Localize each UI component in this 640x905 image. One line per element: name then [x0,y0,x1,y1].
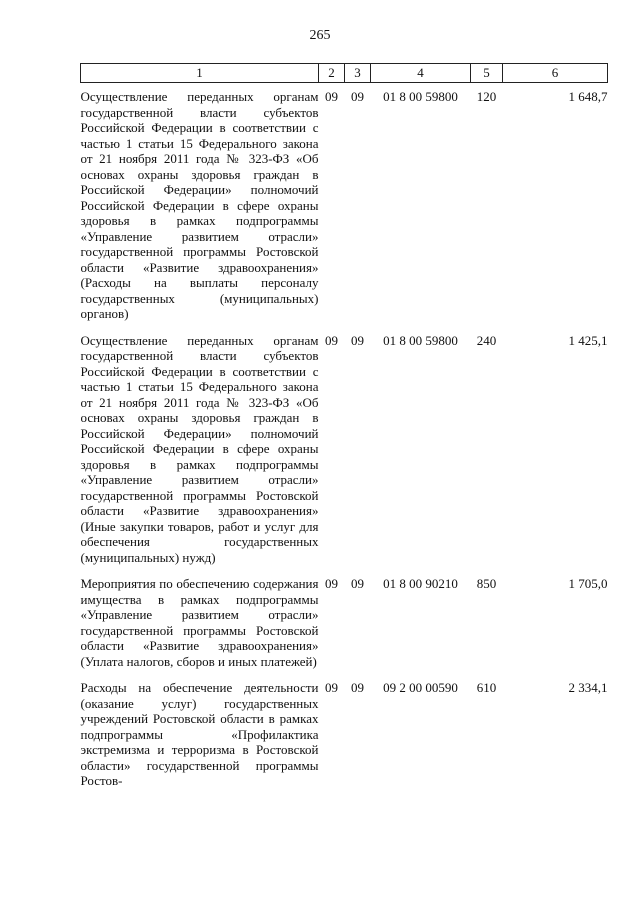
row-subsection: 09 [351,332,364,348]
row-section: 09 [325,576,338,591]
row-amount: 1 425,1 [568,332,608,348]
table-row [81,674,608,789]
row-expense-type: 120 [476,89,497,104]
row-amount: 2 334,1 [568,680,608,695]
row-name: Осуществление переданных органам государственной власти субъектов Российской Федерации в соответствии с частью 1 статьи 15 Федерального закона от 21 ноября 2011 года № 323-ФЗ «Об основах охраны здоровья граждан в Российской Федерации» полномочий Российской Федерации в сфере охраны здоровья в рамках подпрограммы «Управление развитием отрасли» государственной программы Ростовской области «Развитие здравоохранения» (Иные закупки товаров, работ и услуг для обеспечения государственных (муниципальных) нужд) [80,332,319,565]
table-row [81,570,608,674]
row-subsection: 09 [351,680,364,695]
row-expense-type: 610 [476,680,497,695]
budget-table [80,63,608,789]
header-col-3: 3 [345,64,371,83]
row-subsection: 09 [351,576,364,591]
header-col-1: 1 [81,64,319,83]
row-target-item: 01 8 00 59800 [383,332,458,348]
table-row [81,327,608,571]
row-section: 09 [325,680,338,695]
table-header [81,64,608,83]
row-section: 09 [325,89,338,104]
table-row [81,83,608,327]
row-name: Мероприятия по обеспечению содержания имущества в рамках подпрограммы «Управление развитием отрасли» государственной программы Ростовской области «Развитие здравоохранения» (Уплата налогов, сборов и иных платежей) [80,576,319,669]
row-expense-type: 240 [476,332,497,348]
row-section: 09 [325,332,338,348]
row-amount: 1 705,0 [568,576,608,591]
row-name: Расходы на обеспечение деятельности (оказание услуг) государственных учреждений Ростовской области в рамках подпрограммы «Профилактика экстремизма и терроризма в Ростовской области» государственной программы Ростов- [80,680,319,788]
row-subsection: 09 [351,89,364,104]
header-col-5: 5 [471,64,503,83]
row-target-item: 09 2 00 00590 [383,680,458,695]
header-col-6: 6 [503,64,608,83]
row-name: Осуществление переданных органам государственной власти субъектов Российской Федерации в соответствии с частью 1 статьи 15 Федерального закона от 21 ноября 2011 года № 323-ФЗ «Об основах охраны здоровья граждан в Российской Федерации» полномочий Российской Федерации в сфере охраны здоровья в рамках подпрограммы «Управление развитием отрасли» государственной программы Ростовской области «Развитие здравоохранения» (Расходы на выплаты персоналу государственных (муниципальных) органов) [80,89,319,321]
row-target-item: 01 8 00 59800 [383,89,458,104]
row-target-item: 01 8 00 90210 [383,576,458,591]
header-row [81,64,608,83]
row-amount: 1 648,7 [568,89,608,104]
page-number: 265 [309,28,331,43]
header-col-4: 4 [371,64,471,83]
header-col-2: 2 [319,64,345,83]
row-expense-type: 850 [476,576,497,591]
